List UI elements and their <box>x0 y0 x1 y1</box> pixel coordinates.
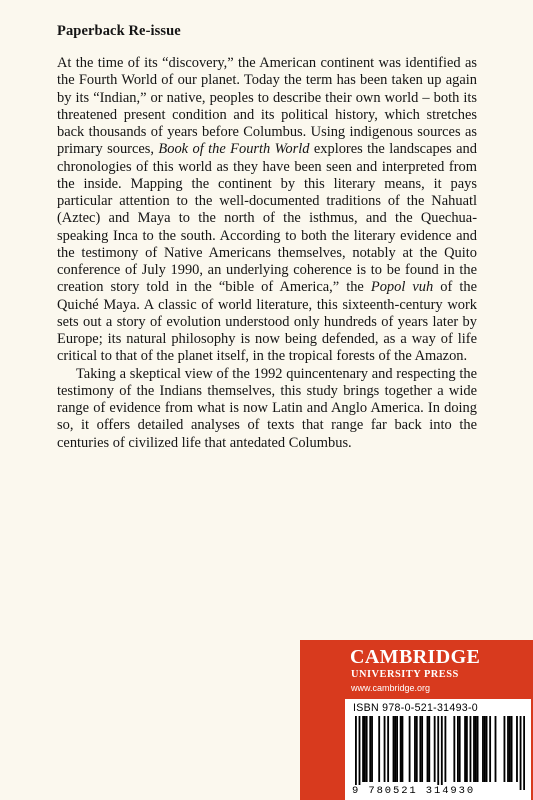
barcode-bar <box>520 716 522 790</box>
barcode-bar <box>475 716 477 782</box>
barcode-bar <box>489 716 491 782</box>
publisher-press: UNIVERSITY PRESS <box>351 669 459 680</box>
blurb-paragraph-1: At the time of its “discovery,” the American continent was identified as the Fourth World of our planet. Today the term has been taken up again by its “Indian,” or native, peoples to describe their own world – both its threatened present condition and its political history, which stretches back thousands of years before Columbus. Using indigenous sources as primary sources, Book of the Fourth World explores the landscapes and chronologies of this world as they have been seen and interpreted from the inside. Mapping the continent by this literary means, it pays particular attention to the well-documented traditions of the Nahuatl (Aztec) and Maya to the north of the isthmus, and the Quechua-speaking Inca to the south. According to both the literary evidence and the testimony of Native Americans themselves, notably at the Quito conference of July 1990, an underlying coherence is to be found in the creation story told in the “bible of America,” the Popol vuh of the Quiché Maya. A classic of world literature, this sixteenth-century work sets out a story of evolution understood only hundreds of years later by Europe; its natural philosophy is now being defended, as a way of life critical to that of the planet itself, in the tropical forests of the Amazon. <box>57 55 477 365</box>
barcode-bar <box>396 716 398 782</box>
barcode-bar <box>477 716 479 782</box>
barcode-bar <box>393 716 395 782</box>
barcode-bar <box>364 716 366 782</box>
barcode-bar <box>434 716 436 782</box>
barcode-bar <box>355 716 357 790</box>
barcode-bar <box>359 716 361 790</box>
barcode-bar <box>466 716 468 782</box>
barcode-bar <box>459 716 461 782</box>
publisher-name: CAMBRIDGE <box>350 646 481 668</box>
barcode-bar <box>484 716 486 782</box>
barcode-bar <box>428 716 430 782</box>
barcode-bar <box>453 716 455 782</box>
barcode-bar <box>387 716 389 782</box>
barcode-bar <box>409 716 411 782</box>
barcode-bar <box>504 716 506 782</box>
barcode-bar <box>394 716 396 782</box>
barcode-bar <box>414 716 416 782</box>
barcode-bar <box>362 716 364 782</box>
barcode-bar <box>507 716 509 782</box>
barcode-bar <box>384 716 386 782</box>
italic-title: Book of the Fourth World <box>158 141 310 158</box>
barcode-bar <box>400 716 402 782</box>
publisher-url: www.cambridge.org <box>351 683 431 693</box>
blurb-paragraph-2: Taking a skeptical view of the 1992 quincentenary and respecting the testimony of the Indians themselves, this study brings together a wide range of evidence from what is now Latin and Anglo America. In doing so, it offers detailed analyses of texts that range far back into the centuries of civilized life that antedated Columbus. <box>57 365 477 451</box>
barcode-bar <box>371 716 373 782</box>
barcode-bar <box>464 716 466 782</box>
barcode-bar <box>378 716 380 782</box>
barcode-bar <box>516 716 518 782</box>
barcode-bar <box>369 716 371 782</box>
barcode-bar <box>427 716 429 782</box>
isbn-label: ISBN 978-0-521-31493-0 <box>353 702 478 714</box>
barcode-bar <box>441 716 443 790</box>
barcode-bar <box>482 716 484 782</box>
barcode-bar <box>511 716 513 782</box>
barcode-bar <box>437 716 439 790</box>
barcode-bar <box>495 716 497 782</box>
barcode-bar <box>419 716 421 782</box>
barcode-image <box>355 716 525 790</box>
barcode-bar <box>470 716 472 782</box>
barcode-bar <box>473 716 475 782</box>
barcode-bar <box>457 716 459 782</box>
barcode-bar <box>523 716 525 790</box>
barcode-bar <box>421 716 423 782</box>
italic-title: Popol vuh <box>370 279 434 296</box>
cover-heading: Paperback Re-issue <box>57 23 181 39</box>
barcode-bar <box>486 716 488 782</box>
barcode-digits: 9 780521 314930 <box>352 785 476 797</box>
barcode-bar <box>509 716 511 782</box>
barcode-bar <box>416 716 418 782</box>
barcode-bar <box>444 716 446 782</box>
blurb-text <box>57 55 477 452</box>
barcode-bar <box>402 716 404 782</box>
barcode-panel <box>345 699 531 800</box>
barcode-bar <box>366 716 368 782</box>
publisher-block <box>300 640 533 800</box>
